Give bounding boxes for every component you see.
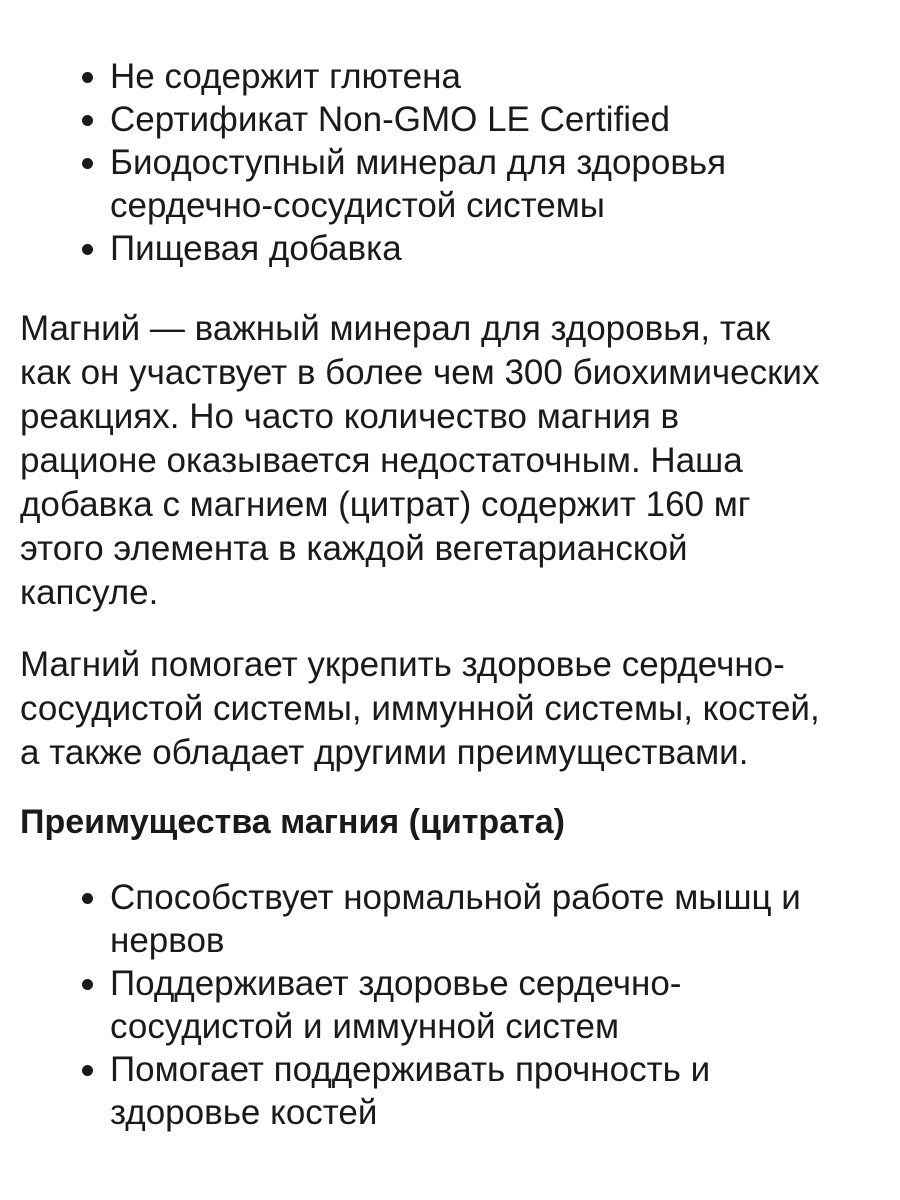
list-item-line: нервов (110, 921, 225, 960)
feature-list (0, 55, 900, 270)
list-item (0, 227, 900, 270)
list-item (0, 1048, 900, 1134)
intro-paragraph (20, 307, 890, 615)
list-item-line: Способствует нормальной работе мышц и (110, 878, 801, 917)
paragraph-line: Магний помогает укрепить здоровье сердечно- (20, 645, 785, 684)
benefits-heading: Преимущества магния (цитрата) (20, 803, 565, 841)
benefits-list (0, 876, 900, 1134)
list-item-line: Поддерживает здоровье сердечно- (110, 964, 682, 1003)
bullet-dot-icon (82, 893, 93, 904)
list-item (0, 141, 900, 227)
paragraph-line: Магний — важный минерал для здоровья, так (20, 309, 771, 348)
bullet-dot-icon (82, 115, 93, 126)
paragraph-line: этого элемента в каждой вегетарианской (20, 529, 688, 568)
list-item (0, 55, 900, 98)
list-item (0, 98, 900, 141)
paragraph-line: как он участвует в более чем 300 биохимических (20, 353, 820, 392)
bullet-dot-icon (82, 1065, 93, 1076)
bullet-dot-icon (82, 72, 93, 83)
bullet-dot-icon (82, 979, 93, 990)
list-item-line: здоровье костей (110, 1093, 378, 1132)
list-item-line: сердечно-сосудистой системы (110, 186, 605, 225)
list-item (0, 962, 900, 1048)
list-item-line: Не содержит глютена (110, 57, 461, 96)
bullet-dot-icon (82, 158, 93, 169)
paragraph-line: а также обладает другими преимуществами. (20, 733, 749, 772)
list-item-line: Сертификат Non-GMO LE Certified (110, 100, 670, 139)
list-item-line: сосудистой и иммунной систем (110, 1007, 620, 1046)
paragraph-line: реакциях. Но часто количество магния в (20, 397, 680, 436)
paragraph-line: рационе оказывается недостаточным. Наша (20, 441, 743, 480)
paragraph-line: капсуле. (20, 573, 159, 612)
bullet-dot-icon (82, 244, 93, 255)
paragraph-line: сосудистой системы, иммунной системы, костей, (20, 689, 820, 728)
list-item-line: Помогает поддерживать прочность и (110, 1050, 711, 1089)
list-item-line: Пищевая добавка (110, 229, 402, 268)
support-paragraph (20, 643, 890, 775)
list-item-line: Биодоступный минерал для здоровья (110, 143, 727, 182)
list-item (0, 876, 900, 962)
paragraph-line: добавка с магнием (цитрат) содержит 160 мг (20, 485, 751, 524)
